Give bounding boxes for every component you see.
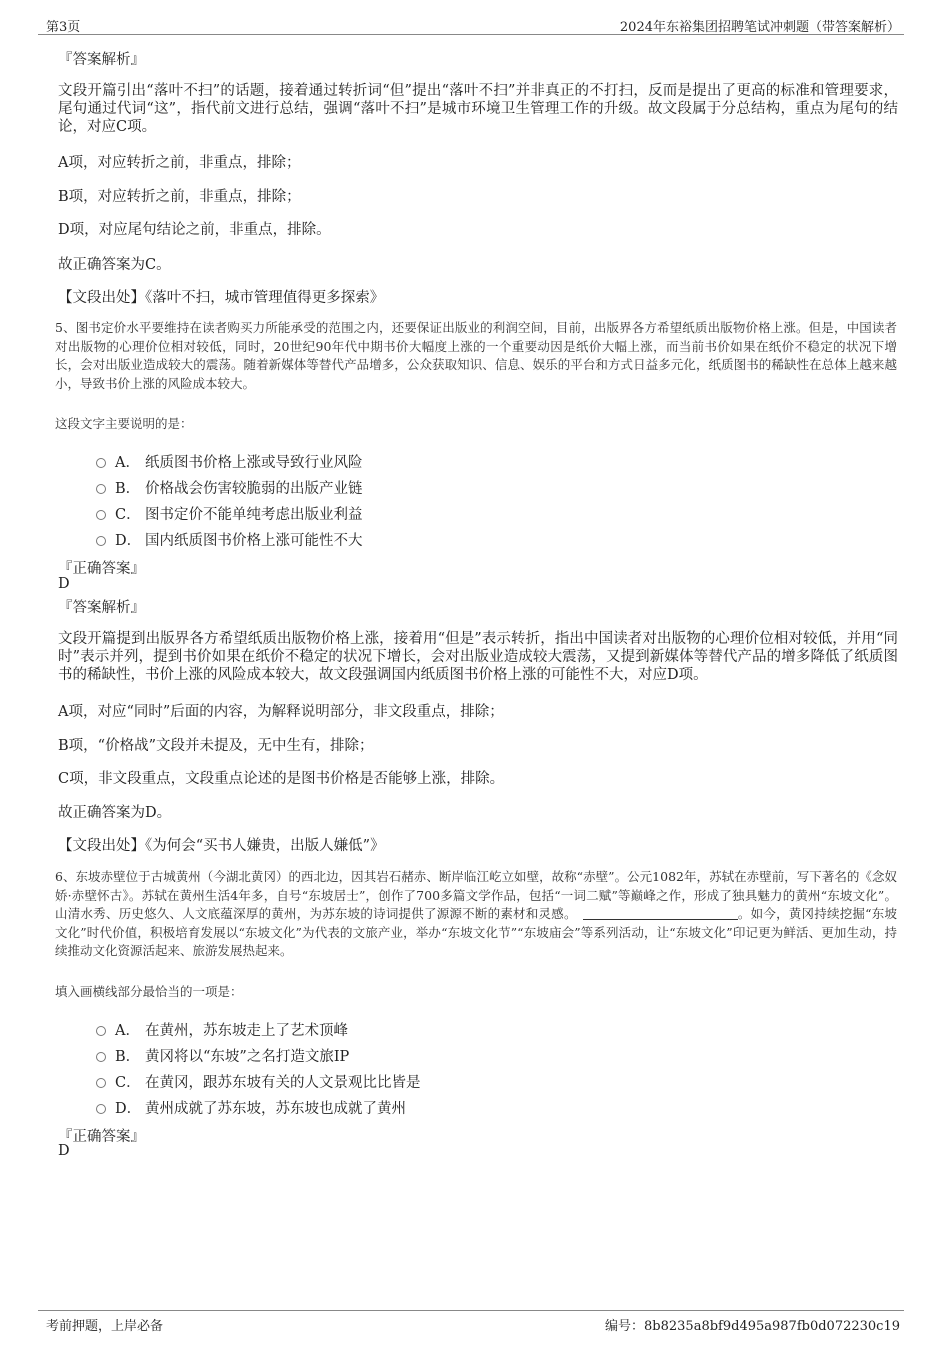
analysis-heading: 『答案解析』 [58, 52, 145, 68]
option-c[interactable]: C． 在黄冈，跟苏东坡有关的人文景观比比皆是 [96, 1071, 421, 1092]
option-b[interactable]: B． 价格战会伤害较脆弱的出版产业链 [96, 477, 363, 498]
radio-icon[interactable] [96, 1026, 106, 1036]
answer-conclusion: 故正确答案为C。 [58, 257, 171, 273]
document-title: 2024年东裕集团招聘笔试冲刺题（带答案解析） [619, 20, 900, 35]
option-b[interactable]: B． 黄冈将以“东坡”之名打造文旅IP [96, 1045, 349, 1066]
analysis-heading: 『答案解析』 [58, 600, 145, 616]
radio-icon[interactable] [96, 458, 106, 468]
footer-slogan: 考前押题，上岸必备 [46, 1319, 164, 1334]
radio-icon[interactable] [96, 536, 106, 546]
page-number: 第3页 [46, 20, 81, 35]
correct-answer: D [58, 576, 70, 592]
correct-answer-heading: 『正确答案』 [58, 561, 145, 577]
answer-conclusion: 故正确答案为D。 [58, 805, 172, 821]
option-c[interactable]: C． 图书定价不能单纯考虑出版业利益 [96, 503, 363, 524]
question-stem: 6、东坡赤壁位于古城黄州（今湖北黄冈）的西北边，因其岩石赭赤、断岸临江屹立如壁，故称“赤壁”。公元1082年，苏轼在赤壁前，写下著名的《念奴娇·赤壁怀古》。苏轼在黄州生活4年多，自号“东坡居士”，创作了700多篇文学作品，包括“一词二赋”等巅峰之作，形成了独具魅力的黄州“东坡文化”。山清水秀、历史悠久、人文底蕴深厚的黄州，为苏东坡的诗词提供了源源不断的素材和灵感。 。如今，黄冈持续挖掘“东坡文化”时代价值，积极培育发展以“东坡文化”为代表的文旅产业，举办“东坡文化节”“东坡庙会”等系列活动，让“东坡文化”印记更为鲜活、更加生动，持续推动文化资源活起来、旅游发展热起来。 [55, 869, 897, 958]
fill-blank [583, 907, 738, 920]
page-footer [38, 1310, 904, 1335]
option-a[interactable]: A． 纸质图书价格上涨或导致行业风险 [96, 451, 363, 472]
radio-icon[interactable] [96, 1078, 106, 1088]
correct-answer-heading: 『正确答案』 [58, 1129, 145, 1145]
passage-source: 【文段出处】《落叶不扫，城市管理值得更多探索》 [58, 290, 385, 306]
option-d[interactable]: D． 黄州成就了苏东坡，苏东坡也成就了黄州 [96, 1097, 406, 1118]
passage-source: 【文段出处】《为何会“买书人嫌贵，出版人嫌低”》 [58, 838, 385, 854]
question-prompt: 这段文字主要说明的是： [55, 416, 193, 431]
analysis-item-b: B项，“价格战”文段并未提及，无中生有，排除； [58, 738, 374, 754]
analysis-text: 文段开篇引出“落叶不扫”的话题，接着通过转折词“但”提出“落叶不扫”并非真正的不打扫，反而是提出了更高的标准和管理要求，尾句通过代词“这”，指代前文进行总结，强调“落叶不扫”是城市环境卫生管理工作的升级。故文段属于分总结构，重点为尾句的结论，对应C项。 [58, 83, 898, 135]
analysis-text: 文段开篇提到出版界各方希望纸质出版物价格上涨，接着用“但是”表示转折，指出中国读者对出版物的心理价位相对较低，并用“同时”表示并列，提到书价如果在纸价不稳定的状况下增长，会对出版业造成较大震荡，又提到新媒体等替代产品的增多降低了纸质图书的稀缺性，书价上涨的风险成本较大，故文段强调国内纸质图书价格上涨的可能性不大，对应D项。 [58, 631, 898, 683]
radio-icon[interactable] [96, 1052, 106, 1062]
analysis-item-c: C项，非文段重点，文段重点论述的是图书价格是否能够上涨，排除。 [58, 771, 505, 787]
question-stem: 5、图书定价水平要维持在读者购买力所能承受的范围之内，还要保证出版业的利润空间，目前，出版界各方希望纸质出版物价格上涨。但是，中国读者对出版物的心理价位相对较低，同时，20世纪90年代中期书价大幅度上涨的一个重要动因是纸价大幅上涨，而当前书价如果在纸价不稳定的状况下增长，会对出版业造成较大的震荡。随着新媒体等替代产品增多，公众获取知识、信息、娱乐的平台和方式日益多元化，纸质图书的稀缺性在总体上越来越小，导致书价上涨的风险成本较大。 [55, 320, 897, 391]
question-prompt: 填入画横线部分最恰当的一项是： [55, 984, 243, 999]
analysis-item-a: A项，对应“同时”后面的内容，为解释说明部分，非文段重点，排除； [58, 704, 504, 720]
radio-icon[interactable] [96, 1104, 106, 1114]
analysis-item-b: B项，对应转折之前，非重点，排除； [58, 189, 301, 205]
analysis-item-d: D项，对应尾句结论之前，非重点，排除。 [58, 222, 331, 238]
analysis-item-a: A项，对应转折之前，非重点，排除； [58, 155, 301, 171]
document-id: 编号：8b8235a8bf9d495a987fb0d072230c19 [605, 1319, 900, 1334]
option-a[interactable]: A． 在黄州，苏东坡走上了艺术顶峰 [96, 1019, 348, 1040]
correct-answer: D [58, 1143, 70, 1159]
radio-icon[interactable] [96, 510, 106, 520]
page-header [38, 14, 904, 35]
radio-icon[interactable] [96, 484, 106, 494]
option-d[interactable]: D． 国内纸质图书价格上涨可能性不大 [96, 529, 363, 550]
